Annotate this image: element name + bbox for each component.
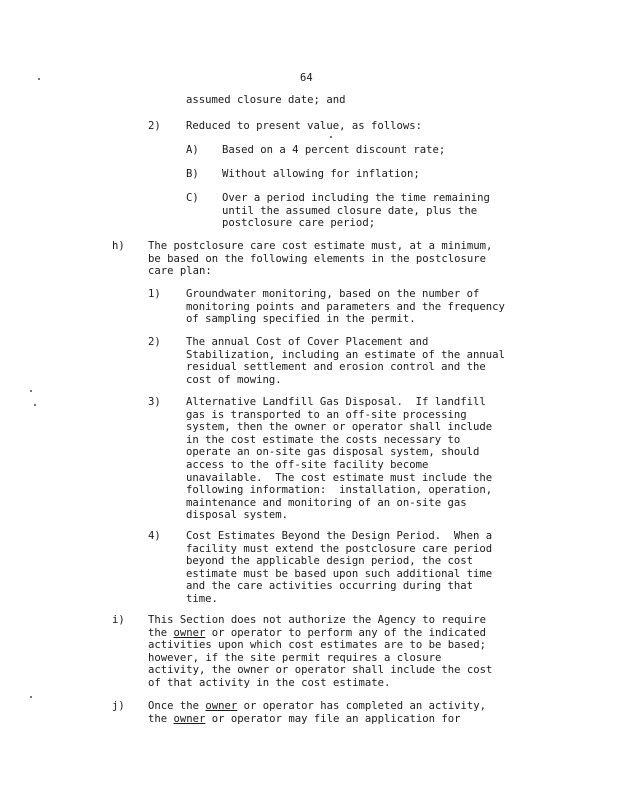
lead-line: assumed closure date; and — [186, 94, 346, 106]
item-h-text: The postclosure care cost estimate must, at a minimum, be based on the following elements in the postclosure care plan: — [148, 240, 493, 278]
scan-speck — [330, 136, 332, 138]
item-i-label: i) — [112, 614, 125, 626]
item-h2-text: The annual Cost of Cover Placement and Stabilization, including an estimate of the annual residual settlement and erosion control and the cost of mowing. — [186, 336, 505, 386]
item-2b-text: Without allowing for inflation; — [222, 168, 420, 180]
scan-speck — [38, 78, 40, 80]
item-2a-label: A) — [186, 144, 199, 156]
item-2c-label: C) — [186, 192, 199, 204]
item-2b-label: B) — [186, 168, 199, 180]
scan-speck — [30, 390, 32, 392]
item-2c-text: Over a period including the time remaining until the assumed closure date, plus the postclosure care period; — [222, 192, 490, 230]
item-h4-text: Cost Estimates Beyond the Design Period. When a facility must extend the postclosure care period beyond the applicable design period, the cost estimate must be based upon such additional time and the care activities occurring during that time. — [186, 530, 493, 605]
item-i-line-2: the owner or operator to perform any of the indicated — [148, 626, 487, 639]
item-h3-label: 3) — [148, 396, 161, 408]
item-h2-label: 2) — [148, 336, 161, 348]
item-2-label: 2) — [148, 120, 161, 132]
item-j-text — [148, 700, 486, 725]
item-h3-text: Alternative Landfill Gas Disposal. If landfill gas is transported to an off-site processing system, then the owner or operator shall include in the cost estimate the costs necessary to operate an on-site gas disposal system, should access to the off-site facility become unavailable. The cost estimate must include the following information: installation, operation, maintenance and monitoring of an on-site gas disposal system. — [186, 396, 493, 522]
item-h1-label: 1) — [148, 288, 161, 300]
item-j-label: j) — [112, 700, 125, 712]
item-h-label: h) — [112, 240, 125, 252]
scan-speck — [30, 696, 32, 698]
item-2-text: Reduced to present value, as follows: — [186, 120, 422, 132]
item-h1-text: Groundwater monitoring, based on the number of monitoring points and parameters and the frequency of sampling specified in the permit. — [186, 288, 505, 326]
item-i-text: This Section does not authorize the Agency to require the owner or operator to perform any of the indicated activities upon which cost estimates are to be based; however, if the site permit requires a closure activity, the owner or operator shall include the cost of that activity in the cost estimate. — [148, 614, 493, 689]
page-number: 64 — [300, 72, 313, 84]
item-h4-label: 4) — [148, 530, 161, 542]
item-2a-text: Based on a 4 percent discount rate; — [222, 144, 446, 156]
item-j-line-1: Once the owner or operator has completed an activity, — [148, 700, 487, 712]
scan-speck — [34, 404, 36, 406]
item-j-line-2: the owner or operator may file an application for — [148, 712, 461, 725]
